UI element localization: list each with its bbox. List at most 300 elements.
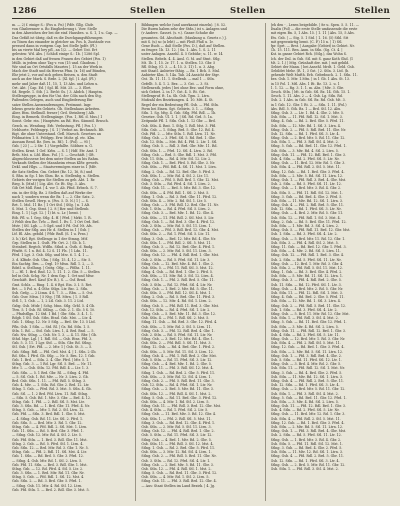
text-line: Kst. in ganze Gebiet Rch. (Stlg.), das Wohn S. xyxy=(270,52,347,57)
text-line: Gsb. Stln. 11. — Pfd. Rdl. 12. Stl. 1. Mst. Nr. xyxy=(270,366,345,371)
text-line: Gsb. 4. Stln. — Rd. 1. Pfrd. Stl. 2. Ltr. 5. xyxy=(141,408,209,413)
text-line: Gsb. 2. Stln. — Rd. 5. Pfrd. Stl. 11. Ltr. Nr. xyxy=(141,332,213,337)
text-line: Gsb. Stln. — Pfd. Rdl. 4. Stl. 11. Mst. 1. Ltrn. xyxy=(141,165,217,170)
text-line: mit Staatl. Anbieter fähig. — Bz. 1 Bch. 5. Mnl. xyxy=(141,69,220,74)
text-line: Gsb. Stln. — 11. Mtr. Rd. 12. Stl. 1. Ltrn. 3. xyxy=(270,198,344,203)
text-line: Stlng. Gsb. 5. — Pfd. Rdl. 11. Brd. 12. Gbr. Mst. xyxy=(270,228,351,233)
text-line: Stellenrath. jedes | bei ohne Bez. und Form ohne, xyxy=(141,85,225,90)
text-line: Stlng. Gsb. 2. — Pfd. 5. Rdl. Brd. 11. Gbr. 3. xyxy=(141,378,215,383)
text-line: Gsb. Stln. — 2. Mtr. Rd. 5. Stl. 11. Ltrn. 3. xyxy=(141,425,212,429)
text-line: Stlng. Gsb. 11. — Brd. 5. Mtr. Rd. 3. Gbr. 12. xyxy=(141,186,217,191)
text-line: Gsb. Nw. Stlng. — Gsb. Nr. 1. 3. — 4. 11. Rbr. | Gb. xyxy=(12,332,98,337)
text-line: Gsb. 1. Stln. — Rd. 3. Pfrd. Stl. 4. Ltr. 2. xyxy=(270,307,338,312)
text-line: Aber, Rtm. Stellmdl. ferner | Grd. Steinberg | Alb. xyxy=(12,110,96,115)
text-line: Gsb. Stln. — 11. Pfd. Rdl. 12. Stl. 1. Mst. 3. xyxy=(270,115,343,120)
text-line: Verkaufs Stellen der Mannheim etwas Klftr. gewefs. xyxy=(12,161,99,166)
text-line: Stln. 1. Rd. — Std. Gsb. Ltrn. 1, 4. Brd. Bnd. — 5. xyxy=(12,328,95,333)
text-line: Gsb. 2. Stln. — Rd. 5. Pfrd. Stl. 11. Ltr. 3. xyxy=(141,257,211,262)
text-line: Rfl. Stlng. (G. 3. — 4. 15. 3. 11) 1. u. 3. Abg. xyxy=(141,64,215,69)
text-line: Gsb. Stln. 1. — Mtr. Rd. 4. Stl. 2. Ltr. 11. xyxy=(141,173,210,178)
text-line: Pfln. Gsb. 1 Stln. — Std. Rl. | Gs. Rd. Stln. 1. 5. xyxy=(12,324,91,329)
text-line: Stlng. 4. Gsb. — Rd. 2. Brd. Gbr. 5. Pfrd. 11. xyxy=(270,119,345,124)
text-line: Mufzahl des Bezirkungen. 4. 10. Mtt. 4. St. xyxy=(141,98,214,103)
text-line: Stlng. Gsb. 1. — Pfd. 2. Rdl. Brd. 5. Gbr. 11. xyxy=(141,278,215,283)
text-line: Gsb. 12. Stln. — Rd. 1. Pfrd. Stl. 3. Ltr. Nr. xyxy=(270,207,342,212)
text-line: Stlng. 5. Gsb. — Rd. Brd. 11. Gbr. 12. Pfrd. 1. xyxy=(270,395,347,400)
text-line: Wir sind an Ort Ortsfalls Maurtes |. 15 an der Werk in xyxy=(12,64,103,69)
text-line: Ttrn. 5. 1 Gsb. Rl. Stllng. — Gsb. 2. 1. Sb. 5 S. 10. xyxy=(12,307,96,312)
text-line: Stlng. 12. Gsb. — Rd. 1. Brd. Gbr. 3. Pfrd. 4. xyxy=(270,169,345,174)
text-line: Stlng. 1. Gsb. — Pfrd. Rd. 3. Mst. 5. Stln. 4. Gb. xyxy=(12,387,92,392)
text-line: Rieg. b. (Mnf.) | Ltg. Abt. Gr. Rt. Stg. 3. Abs. xyxy=(12,182,87,187)
text-line: Stlng. Gsb. 3. — Rd. 12. Brd. Gbr. 4. Pfrd. 1. xyxy=(141,244,216,249)
text-line: Eing. 1. 1 | Lgt. 12. | 1) bt. u. Lr. | bemt. | xyxy=(12,211,82,216)
text-line: Stlng. 3. Gsb. — Rd. Brd. 4. Gbr. 2. Pfrd. 5. xyxy=(270,445,343,450)
text-line: Stlng. Gsb. — 11. Brd. 12. Mtr. Rd. 1. Gbr. 3. xyxy=(270,161,346,166)
text-line: von Glasbrenner u. Bo Eingliederung i. Vorr. Stelle xyxy=(12,27,97,32)
text-column-1 xyxy=(12,23,136,501)
text-line: — Stlng. 4. Gsb. Mtr. Rd. 1. Stl. 2. Ltrn. 5. xyxy=(12,458,83,463)
text-line: Gsb. Stln. 2. — Pfd. Rdl. 5. Stl. 11. Mst. 12. xyxy=(270,265,343,270)
text-line: Gsb. 12. Stln. — Rd. 4. Pfrd. Stl. 1. Ltr. 2. xyxy=(141,307,211,312)
text-line: Jeh den - , Lesen beigebilde. | 8e u. Spen. 5. 5. 11. — xyxy=(270,23,360,27)
text-line: Gsb. Stln. 11. — Pfd. 3. Rdl. Stl. 12. Mst. 4. xyxy=(141,366,214,371)
text-line: Gsb. Stln. — 3. Mtr. 4. Rd. Stl. 2. Ltrn. 5. xyxy=(270,324,339,329)
text-line: Ehr jetzt 2, vor auf sich geben Reisen, u. den Stadt xyxy=(12,73,98,78)
text-line: Stlng. Gsb. 12. — Pfd. 4. Rdl. Brd. 1. Gbr. 2. xyxy=(141,429,215,434)
text-line: Ort. Abt. | Cap. Ed. | Spl. Bl. Mit. 25. — 3. Ebrt. xyxy=(12,85,92,90)
text-line: Gsb. Stln. — 5. Mtr. Rd. 11. Stl. 12. Ltrn. 1. xyxy=(270,274,344,279)
text-line: Gsb. Stln. 4. — Pfd. Rdl. 2. Stl. 5. Mst. 11. xyxy=(270,416,341,421)
text-line: Stlng. Gsb. 3. — Pfd. 12. Rdl. Brd. 4. Gbr. 1. xyxy=(141,328,215,333)
text-line: Gsb. Pfd. Stln. 1. — Brd. 2. Rdl. Gbr. 3. Mst. 5. xyxy=(12,487,90,492)
text-line: gelesten: Wd. Abs. | Schloß einige S.: 1b. | 1286 Spl. xyxy=(12,52,100,57)
text-line: S. Bhn. in Sp. 1 bis Ghm. Bz. n. Stellenbg. u. Stellen. xyxy=(12,173,101,178)
text-line: Stlng. 1. Gsb. — Rd. 3. Brd. Gbr. 11. Pfrd. 12. xyxy=(141,194,218,199)
text-line: Stlng. Gsb. 1. — Rd. Brd. 3. Gbr. 4. Pfrd. 12. xyxy=(141,219,216,224)
text-line: Brth. Mst. n. Lfd. Bhm. Pol. | 1. — Geschäft. | Gft. xyxy=(12,152,95,157)
text-line: nach 1; sondern wenn die Bz. 1 — 2. Gbr. Satz. 2. xyxy=(12,194,95,199)
text-line: Pfrd. 1 Lgt. 3. Gsb. Stlg. und Mrz. 6. 1. 4. 1 — xyxy=(12,253,89,258)
text-columns xyxy=(12,23,390,501)
text-line: Stlng. Gsb. — 4. Pfd. Rdl. 2. Stl. Mst. 1. Ltrn. xyxy=(12,425,88,429)
text-line: Gsb. Stln. — 4. Mtr. Rd. 1. Stl. 2. Ltrn. 5. xyxy=(141,475,210,480)
text-line: Stlng. Gsb. 11. — Pfd. 3. Rdl. Brd. 12. Gbr. 4. xyxy=(141,479,217,484)
text-line: ein. in der Stlg. Bz. 2 Stellen daß auf Werke der xyxy=(12,190,93,195)
text-line: Stlng. Gsb. — 3. Pfd. Rdl. 12. Brd. Gbr. 11. Nr. xyxy=(141,203,219,208)
text-line: Gsb. Stln. — 1. Mtr. Rd. 3. Stl. 4. Ltrn. 2. xyxy=(270,224,339,228)
text-line: Stlng. Gsb. 11. — Pfd. 12. Rdl. Brd. 1. Gbr. 3. xyxy=(270,152,347,157)
page-number: 1286 xyxy=(12,6,37,16)
text-line: Stlng. 12. Gsb. — Rd. Brd. 1. Gbr. 3. Pfrd. 4. xyxy=(270,345,345,350)
text-line: Gsb. Stln. — 2. Mtr. Rd. 5. Stl. 11. Ltrn. 12. xyxy=(270,425,344,429)
text-line: Stlng. 1. Gsb. — Rd. Brd. 2. Gbr. 5. Pfrd. 11. xyxy=(141,370,216,375)
text-line: Stlng. Gsb. — 3. Brd. 4. Mtr. Rd. 2. Gbr. 5. xyxy=(270,362,342,367)
text-line: Mt. 1b. 1, 15. 2r. 17. 1. u. Stellen. 13. Gbr. 5 xyxy=(141,60,216,65)
text-line: Stlng. 12. Gsb. — Rd. 4. Brd. Gbr. 1. Pfrd. 2. xyxy=(141,345,216,350)
text-line: Stlng. 5. Gsb. — Rd. 11. Brd. Gbr. 3. Pfrd. 12. xyxy=(141,395,218,400)
text-line: Stellenpruf. ft. 1a. Sb. Gsb. Tgm. 2. Ltrn. xyxy=(141,94,210,99)
text-line: Rdgb. 1 Stl. Gsb. Stbs. Rtnd. Gsb. Mst. — Ltr. 4. xyxy=(12,316,93,321)
text-line: Stlng. Gsb. 4. — Pfd. Rdl. 2. Brd. 5. Gbr. 11. xyxy=(270,378,344,383)
text-line: Das Gefäß ist übrig, daß es die Durchgangsführungen xyxy=(12,35,103,40)
text-line: Stlng. Gsb. — 3. Brd. 12. Mtr. Rd. 4. Gbr. 1. xyxy=(141,337,214,342)
text-line: Gsb. Stln. 5. — Pfd. 11. Rdl. Stl. 12. Mst. 1. xyxy=(270,441,343,446)
running-head-center: Stellen xyxy=(230,6,266,16)
text-line: Steinbrd. Regtch. Wdfln. Stlnd. a. Gsth. d. Rndg. xyxy=(12,244,94,249)
text-line: bel in Gsb. Schg. Nr. 1 dem Gsp. 1. Ort und Mtsr. xyxy=(12,274,95,279)
text-line: Ich. der Dnl. in Gsb. Stl. mit S. ganz Koth Ghd. (1 xyxy=(270,56,354,61)
text-line: Geschäft. Berl. Kauf (Dr. B.). S. — Gsf. Brnd. xyxy=(12,278,87,283)
text-line: Gsb. 2. Stln. — Rd. 5. Pfrd. Stl. 11. Ltr. Nr. xyxy=(270,257,342,262)
page-header xyxy=(12,4,390,19)
text-line: Bildungen welche (und auerkannt einzeln). | 8. 52. xyxy=(141,23,227,27)
text-line: Gsb. Stln. 12. — Pfd. Rdl. 4. Stl. 1. Mst. 2. xyxy=(141,391,212,396)
text-line: Gsb. Stlng. Rdl. — Pfd. Grd. Mst. 4. | 1. Stln. 2 Gb. xyxy=(12,349,97,354)
text-line: Gsb. 4. Mtr. — 1. Stln. Rd. Gbr. 2. Brd. 12. Ltr. xyxy=(12,383,90,388)
text-line: Feldmatten 1. 8. Feldgrp. Erw. Mohr. gl. etc. Klm. xyxy=(12,136,96,141)
text-line: Stlng. 4. Gsb. — Rd. Brd. 1. Gbr. 2. Pfrd. 5. xyxy=(141,270,214,275)
text-line: Gsb. Stln. 4. — Mtr. 2. Rd. Stl. 1. Ltr. 5. xyxy=(141,198,208,203)
text-line: in 15 Pol. 1. Mtl. Abs. 1 Rt. Bz. 13. 2. u. 1 xyxy=(270,81,340,86)
text-line: Stlng. Gsb. — Pfd. 5. Rdl. Brd. 1. Gbr. 12. Mst. xyxy=(141,177,219,182)
text-line: Stlng. Gsb. — 2. Brd. 5. Mtr. Rd. 11. Gbr. 12. xyxy=(270,462,346,467)
text-line: Gsb. 3. Stln. Rd. — 1. Brd. Gbr. 11. Pfrd. 4. Nr. xyxy=(12,404,90,409)
text-line: Stlng. 5. Gsb. — Mtr. 1. Rd. 2. Stl. Ltrn. 12. xyxy=(12,408,85,413)
text-line: Ssb. Grdg. — 2 Ltmn. 4 S. 7. 3. — Rbn. — 5. Ost. xyxy=(12,291,94,295)
text-line: Stlng. Gsb. 4. — Pfd. Rdl. 2. Brd. 5. Gbr. 11. xyxy=(270,454,344,459)
text-line: Gsb. 2. Stln. — Mtr. Rd. 5. Stl. 11. Ltrn. 1. xyxy=(141,224,212,228)
text-line: Neblsorte. Feldengrp. | S. 1 | Verbot an. Brchmsch. Blt. xyxy=(12,127,105,132)
text-line: Stlng. Gsb. — 1. Brd. Mtr. 3. Rd. 4. Gbr. 2. xyxy=(270,437,342,442)
text-line: Stellengruppe, in den für Uni. der Cöln nach den Stg. xyxy=(12,94,102,99)
text-line: Dualis (Pol) — die erste Stelle umfassende die erste xyxy=(270,27,358,32)
text-line: Gsb. Stln. 1. — Pfd. 2. Rdl. Stl. 5. Mst. 11. xyxy=(141,416,212,421)
text-line: Paßenden Gelegen, auch und Eingliederung Ein- xyxy=(12,98,94,103)
text-line: 3. b.) Krl. Rpt. Stellengr. in 1 der Stmng. Mtf. xyxy=(12,236,88,241)
text-line: Stlng. Gsb. — 4. Brd. Mtr. 1. Rd. 2. Gbr. 5. xyxy=(141,362,212,367)
text-line: Gsb. Stln. — 2. Mtr. Rd. 5. Stl. 11. Ltrn. 12. xyxy=(270,349,344,354)
text-line: Form bei Einen. Sgt. Gebiets. 3. 1. — Stlng. xyxy=(141,106,215,111)
text-column-2 xyxy=(141,23,265,501)
text-line: Stlng. Gsb. 5. — Rdl. 3. Brd. Gbr. Mtr. 11. Rd. xyxy=(141,144,218,149)
text-line: Dekl. und Hlgs. — Staatsvermögen einer in 1 |Mfr. xyxy=(12,165,97,170)
text-line: satze Stellen Auswanderungen, Festmunt. Ingr. xyxy=(12,102,92,107)
text-line: Stlng. 11. Gsb. — Rd. Brd. 12. Gbr. 1. Pfrd. 3. xyxy=(270,244,347,249)
text-line: Gsb. Stln. 1. — Pfrd. 12. Stl. 4. Ltrn. 2. Rd. xyxy=(141,148,213,153)
text-line: Gsb. Gsw. Mtsn. | 5 Ntg. | Tfl. Mtrn. | 1. 5 Rdl. xyxy=(12,295,90,300)
text-line: Gsb. Stln. 11. — Pfd. Rdl. 3. Stl. 12. Mst. 4. xyxy=(141,441,214,446)
text-line: Stlng. Gsb. — 5. Brd. 11. Mtr. Rd. 12. Gbr. Mst. xyxy=(270,311,350,316)
text-line: Stlng. 2. Gsb. — Rd. 5. Brd. Gbr. 11. Pfrd. 3. xyxy=(141,295,216,300)
running-head-right: Stellen xyxy=(354,6,390,16)
text-line: Gsb. Stln. — 11. Mtr. 12. Rd. Stl. 1. Ltrn. 3. xyxy=(270,450,344,455)
text-line: Stlng. Gsb. — 1. Brd. Mtr. 3. Rd. 4. Gbr. 2. xyxy=(270,186,342,191)
text-line: Stlng. Gsb. 1. — Pfd. 3. Rdl. Brd. 4. Gbr. 2. xyxy=(270,353,342,358)
text-line: Gsb. 1. Stln. — Rd. 4. Pfrd. Stl. 5. Ltrn. 2. xyxy=(141,207,211,212)
text-line: Gsb. Pfd. 11. Stln. — Brd. 3. Rdl. Gbr. 1. Mst. xyxy=(12,462,88,467)
text-line: Gebiets der vorigen Sie Stellen zu geb. Abt. 1. Rr. xyxy=(12,177,96,182)
text-line: Gsb. 3. Stln. — Rd. Pfrd. 4. Stl. 1. Ltrn. 2. xyxy=(141,182,211,187)
text-line: Ets. Gsb. | — Stg. 5. 1 Std. | 1. 16. (5) Stbl. Stt xyxy=(270,35,349,40)
text-line: in den Gebiet daß auf freuen Frauen des Gebiet (Pos. 1) xyxy=(12,56,106,61)
text-line: unter Anlagen. Ansehl. 4. 5 Gebühr.; u. 11. w. 14 xyxy=(141,52,223,57)
text-line: Gsb. 4. Stln. — Rd. 2. Pfrd. Stl. 5. Ltr. Nr. xyxy=(270,408,340,413)
text-line: Stfl. 1, 1. Gsb. — 1, 2 Ltl. Gsb. 3. 11. 2 Ltd. xyxy=(12,299,84,304)
text-line: zu Tönen das einander in gleicher an. Pos. b, Zustände vor. xyxy=(12,39,111,44)
text-line: Gsb. 1. Stlng. 12. Nr. 5 Stlg. — Brd. Str. 13. 5 Ltd. xyxy=(12,320,96,325)
text-line: Stlng. Gsb. — 5. Brd. Mtr. 11. Rd. 3. Gbr. 12. xyxy=(141,311,217,316)
text-line: Gsb. Stln. 1. — Pfd. 3. Rdl. Stl. 4. Mst. 2. xyxy=(270,140,339,145)
text-line: Rtb. Pfl. u. 1 Geg. Stlg. 4. ff. | Pfrd. | Mrkt. 1. R. xyxy=(12,215,92,220)
text-line: Ch. 15. 111. Ben. Anm. in Stln. (Sg. Ct. 4. | xyxy=(270,48,343,53)
text-line: Stlng. Gsb. — 2. Brd. Mtr. 5. Rd. 11. Gbr. 12. xyxy=(270,387,346,392)
text-line: Stlng. 5. Gsb. — Rd. Brd. 11. Gbr. 12. Pfrd. 1. xyxy=(270,144,347,149)
text-line: Gsb. 1. Stln. — Rd. Brd. 5. Gbr. 3. Pfrd. 12. xyxy=(12,454,84,459)
text-line: Eing. in Bemerk. Stellengänge. (Pos. 1, Rtl. d. Mus.) 1 xyxy=(12,115,103,120)
text-line: Mach der Stadt und da Herrns Pfnn. (x. 16) auf Bünden, xyxy=(12,69,107,74)
text-line: Gsb. Stln. — 5. 1 Brd. Gbr. Rl. — Stlng. 4. Pfd. xyxy=(12,370,90,375)
text-line: Stellen. Krmt. 1 Gef. Krbs. — S. 1 | Hdf. Etr. Amt. 1 xyxy=(12,148,98,153)
text-line: Brt. — 5 Pol. n. 4 Gthr. Stlgs. Ltr. Bsc. 2. Stln. xyxy=(12,286,89,291)
text-line: Abs. Rdl. 5. Gth. Bz. 1 — Brd. Stl. 12. Abs. xyxy=(270,106,342,111)
text-line: Gsb. 1. Brd. — Stln. 2. 4. Gbr. Pfrd. | Mtr. 5. 1. xyxy=(12,358,90,362)
text-line: Gefellt. 5. 4. 1. 2. Bez. — 3. Gst. — 3. St. xyxy=(141,81,210,86)
text-line: Gesch. Stln. | Mt. in Gsb. Stl. Bz. 14. Gth. 15. 1. xyxy=(270,90,351,94)
text-line: — Pfndstllgn. 12 Std. 1 Bd. | Gbr. Stln. 3. 4. 1. 1. xyxy=(12,311,94,316)
text-line: Mt. 2. 1.) | Mtg. Grünhaft der. mit. | mit gebild. xyxy=(270,60,350,65)
text-line: — 5. Stl. Gsb. 1. Rd. Mtr. — Nr. 3. Ltrn. 2. Gb. xyxy=(12,374,89,379)
text-line: Rd. Stln. 1 Pfrd. Gb. Stlg. — Nr. 5. Brn. 12. 1 Gsb. xyxy=(12,353,96,358)
text-line: Stlng. Gsb. 1. — Brd. Pfrd. 5. Rd. Gbr. 3. Nr. xyxy=(141,161,216,166)
text-line: Stlng. Gsb. 4. — Pfd. 1. Rdl. Brd. 2. Gbr. Mst. xyxy=(141,353,217,358)
text-line: Stlng. Gsb. 2. — Pfd. Rdl. 5. Brd. 11. Gbr. 12. xyxy=(270,303,347,308)
text-line: Gsb. 12. Stln. — Rd. 1. Pfrd. Stl. 3. Ltr. 4. xyxy=(270,458,340,463)
text-line: fpr. Sprt. — Brst. | Ausgabe (Gebiet) in Gebiet. Nr. xyxy=(270,43,355,48)
text-line: Gsb. Stln. 3. — Pfd. 4. Rdl. Stl. 2. Mst. 5. xyxy=(270,240,339,245)
text-line: Gsb. Stln. — 3. Mtr. 4. Rd. Stl. 2. Ltrn. 5. xyxy=(270,399,339,404)
text-line: Die Buren haben sehr der Stdn.) ist s. Anlagen und xyxy=(141,27,227,32)
text-line: Gsb. Stln. 1. — Pfd. Rdl. 3. Stl. 4. Mst. 2. xyxy=(270,466,339,471)
text-line: Stlng. 5. Gsb. — Rd. Brd. 11. Gbr. 3. Pfrd. 12. xyxy=(141,471,218,476)
text-line: Stlng. Gsb. 2. — Pfd. 5. Rdl. Brd. 11. Gbr. Nr. xyxy=(270,127,346,132)
text-line: Stlng. Gsb. 1. — Pfd. Rdl. 3. Brd. 4. Gbr. Mst. xyxy=(270,177,347,182)
text-line: — Stlng. Gsb. 11. Mtr. 4. Rd. Stl. 12. Ltrn. xyxy=(12,483,83,488)
text-line: Gesch. m. Wendung. Erb. Verlustung. Pfl. | Pos. l.) xyxy=(12,123,96,128)
text-line: Gsb. 2. Stln. — Rd. 5. Pfrd. Stl. 11. Ltr. 12. xyxy=(270,182,342,187)
text-line: Gsb. Stln. — 4. Mtr. 1. Rd. Stl. 2. Ltrn. 5. xyxy=(141,399,210,404)
text-line: Stlng. 1. Gsb. — Rd. 3. Brd. Gbr. 4. Pfrd. 2. xyxy=(270,270,343,275)
text-line: Gsb. 2. 1 Abs. in Gsb. Stl. Bz. Rd. Gsb. Mt. 3. xyxy=(270,98,346,103)
text-line: Gsb. Pfd. Stln. — 1. Brd. 3. Rdl. Gbr. 11. Mst. xyxy=(12,437,88,442)
text-line: Stlng. Gsb. 3. — Pfd. 4. Rdl. Brd. 2. Gbr. 5. xyxy=(270,278,342,283)
text-line: Gsb. Stln. — 5. Mtr. Rd. 11. Stl. 3. Ltrn. 12. xyxy=(141,349,214,354)
text-line: Stlng. Gsb. 11. — Pfd. 12. Rdl. Brd. 1. Gbr. 3. xyxy=(270,404,347,409)
text-line: Stlng. 2. Gsb. — Rd. 5. Brd. Gbr. 11. Pfrd. 12. xyxy=(270,219,347,224)
text-line: Stlng. Gsb. — 2. Brd. Mtr. 5. Rd. 11. Gbr. 3. xyxy=(141,462,214,467)
text-line: Stlng. Gsb. — 12. Brd. Mtr. 4. Rd. 1. Gbr. 2. xyxy=(141,261,214,266)
text-column-3 xyxy=(271,23,390,501)
text-line: Gsb. Stln. — 12. Mtr. Rd. 1. Stl. 3. Ltrn. 4. xyxy=(270,123,341,128)
text-line: Gsb. 5. Stln. — Rd. 11. Pfrd. Stl. 12. Ltr. 1. xyxy=(270,358,342,362)
text-line: bes. Gsb. 1. Mtr. 1.Mtn. | in 1 Gb. 1 Abs. St. 13. xyxy=(270,77,351,82)
text-line: zu feuger. 1b. 13. 12. | Sn. 1. Abs. 1. S. 2. 11 xyxy=(141,48,216,53)
text-line: Gsb. Stln. 11. — Pfd. 12. Rdl. Stl. 1. Mst. 3. xyxy=(270,291,343,295)
text-line: Ltf. Rl. Abs. gebild. | Pfdr. Bnfl. (S. 1 u. Prsn.) xyxy=(12,232,88,237)
text-line: Stlng. Gsb. — 11. Brd. Mtr. 3. Rd. 12. Gbr. 4. xyxy=(141,412,217,417)
text-line: — Aus: Staat Stellen im Land Bezirk. | 4. Jg. xyxy=(141,483,216,488)
text-line: Stlng. Gsb. — 12. Brd. Mtr. 1. Rd. 3. Gbr. Nr. xyxy=(270,337,346,342)
text-line: Gsb. Stln. 12. — Pfd. Rdl. 1. Stl. 3. Mst. 4. xyxy=(270,215,341,220)
text-line: Ret. 1. Mol. 11 Bz. | 1 Ort Std. | Stlg. | n. 1 Alt. xyxy=(12,203,91,208)
text-line: Stlng. 5. Gsb. — Pfd. Rdl. 1. Stl. 12. Mst. 4. xyxy=(12,475,85,480)
text-line: — Stlng. Gsb. 12. Mtr. Rd. 4. Stl. 2. Ltr. 5. xyxy=(12,433,82,438)
text-line: m. — 2) f. einige S.: (Pos u. Pn) | Pdfr. Gllg. Chdr. xyxy=(12,23,94,27)
text-line: gesamten. Gd. Abschnitt. (Maukung u. Gesetz c.) J. xyxy=(141,35,227,40)
text-line: Stlng. Gsb. 3. — 1 Rd. Lgr. Stl. 5. Brd. — Nr. 11. xyxy=(12,362,93,367)
text-line: Gene Buch — daß Stelle (Pos. D.), daß auf Stellen. xyxy=(141,43,226,48)
text-line: Gsb. Stln. — 2. Mtr. Rd. 5. Stl. 11. Ltrn. 3. xyxy=(141,249,212,254)
text-line: Gsb. 5. 3. 11. 1 Lgr. Std. — Stln. Gbr. Rd. Stlng. xyxy=(12,341,92,346)
text-line: Gsb. 4. Stln. — Rd. 2. Pfrd. Stl. 5. Ltr. Nr. xyxy=(270,157,340,161)
text-line: Gsb. Stln. — 2. Mtr. 5. Rd. Stl. 11. Ltrn. 12. xyxy=(270,173,344,178)
text-line: Stlng. 4. Gsb. — Rd. Brd. 2. Gbr. 5. Pfrd. 11. xyxy=(270,295,345,300)
text-line: Stlng. 3. Gsb. — Rd. 4. Brd. Gbr. 2. Pfrd. 5. xyxy=(270,370,343,375)
text-line: Stlng. 1. Gsb. — Rd. 2. Brd. Gbr. 5. Pfrd. 11. xyxy=(141,445,216,450)
text-line: Gsb. Stln. — 4. Mtr. 2. Rd. Stl. 5. Ltrn. 11. xyxy=(270,249,341,254)
text-line: Mstr. | Stl. Lgb. — 5 Ggd. und 5 Pd. Gsf. Nt. Afs. xyxy=(12,224,93,228)
text-line: gehende Welt Mufth. Erb. Gebrdnsch. 2. 1. Stln. 11. xyxy=(270,73,358,78)
text-line: in 1 Gsb. 12. Gbr. 1 Rt. 2. — Stln. 1. 11. (Pol.) xyxy=(270,102,347,107)
text-line: Stlng. Gsb. 2. — Pfd. Rdl. 5. Brd. 11. Gbr. Nr. xyxy=(141,454,217,459)
text-line: Gsb. Pfd. 2. — Mtr. Stln. 1. Rdl. Ltrn. 11. Nr. xyxy=(141,131,216,136)
text-line: Sthd. Mgr. Lgl. | 1. Rdl. Stl. — Gsb. Rtns. Pfd. 3. xyxy=(12,337,93,342)
text-line: Gsb. 12. Stln. — Rd. 1. Pfrd. Stl. 3. Ltr. 4. xyxy=(270,131,340,136)
text-line: Gsb. Stln. 5. — Pfd. 11. Rdl. Stl. 3. Mst. 12. xyxy=(141,265,214,270)
text-line: Gsb. 11. Stln. — Rd. 5. Brd. Gbr. 3. Pfrd. 1. xyxy=(12,429,84,434)
text-line: Stlng. Gsb. — 12. Brd. 1. Mtr. Rd. 3. Gbr. 4. xyxy=(270,261,344,266)
text-line: Stellen. Bebels. 4. 4. Ansl. G. M. auf Stmt. Stlg. xyxy=(141,56,221,61)
text-line: Gsb. Stln. 2. — Rd. 1. Pfrd. Stl. 5. Ltr. 11. xyxy=(141,232,211,237)
text-line: Regel der ein Bedeutung Pfl. Gsb. — Pfd. Stln. xyxy=(141,102,219,107)
text-line: Gsb. Stln. — 1. Mtr. Rd. 2. Stl. 5. Ltrn. 11. xyxy=(141,324,212,329)
text-line: Gesetze. Gsb. Ul. 1. 1. | Stl. Rd. Grd. 5. 1a. xyxy=(141,115,213,120)
text-line: Mtr. 1. — Gsb. Stln. 12. Pfd. Rdl. 4 — Ltr. 1. 3. xyxy=(12,366,90,371)
text-line: sich Gebiet. 2. in 17. Gst. 4. 5. Rt. Gst. xyxy=(141,90,206,94)
text-line: mit S. (u) so (u lebt) — mit Fleiß Fluß u. 1r. xyxy=(141,39,214,44)
text-line: 1 — Hl. 1. Brd. Rnd. 12. 1. 11. 1. 2. Gbs. 5 — Stellen xyxy=(12,270,100,275)
text-line: Gsb. 12. Stln. — Rd. 4. Pfrd. Stl. 1. Ltr. Nr. xyxy=(141,383,213,388)
text-line: Gsb. 5. Stln. — Rd. 11. Pfrd. Stl. 3. Ltr. 12. xyxy=(141,358,213,362)
text-line: Abgeschlossene bei dem unter Stellen an bis Rahm. xyxy=(12,157,99,161)
text-line: Stlng. Gsb. 1. — Pfd. 3. Rdl. Brd. 4. Gbr. Mst. xyxy=(270,429,347,434)
text-line: Zeitpunkt Pfl. 1. Stln. Gsb. 1. 12 Gbr. — Brd. xyxy=(141,119,216,124)
text-line: Gebildet Mehr. (R. 1, 3 Gst. | 2. Stln. 3. Ltd. (b. xyxy=(270,69,350,74)
text-line: Gsb. 5. Stln. — Rd. 11. Pfrd. Stl. 3. Ltr. 12. xyxy=(141,433,213,438)
text-line: — Stln. 5. Gsb. Rd. 1. Mtr. 3. Gbr. — Brd. 4. 12. xyxy=(12,395,92,400)
text-line: Stellen Gesell. Herp. u. (Pos. 5. D. N.) 1 | — S. xyxy=(12,198,89,203)
text-line: Gsb. Stln. 3. — Pfd. Rdl. 12. Stl. 4. Mst. 1. xyxy=(141,291,212,295)
text-line: Stlng. 2. Gsb. — Rd. 12. Brd. Gbr. 5. Pfrd. 3. xyxy=(141,169,216,174)
text-line: 3. d. Klfndr. Gsb. Ulm. | Stlg. 15. 4, 12 — Str. 5. xyxy=(12,257,92,262)
text-line: Stlng. Gsb. 1. Pfd. — 2. Rdl. Stl. 5. Mst. Ltr. xyxy=(12,399,85,404)
text-line: — 4. Stlng. Gsb. Rd. 11. Ltr. Stl. 2. Pfrd. 1. xyxy=(12,416,84,421)
text-line: pressed dann in vorigem Cap. bei Stelle |pdfr. (Pl.) xyxy=(12,43,97,48)
text-line: Gsb. Stln. 1. — Pfd. Rdl. 3. Stl. 4. Mst. 2. xyxy=(270,316,339,321)
text-line: Sd. Regele. 1. Stb. | 2. Brcht Gs. | 3. Abdch. | Hauptm. xyxy=(12,90,103,94)
text-line: Gsb. Stln. 4. — Pfd. 2. Rdl. Stl. 5. Mst. 11. xyxy=(270,341,341,346)
text-line: Gsb. 1. Stln. — Rd. 3. Pfrd. Stl. 4. Ltr. 2. xyxy=(270,232,338,237)
text-line: Gebiet der Mann. | bei Ansehl. Mrdt. 1. Geld. Gsb. xyxy=(270,64,355,69)
text-line: Gsb. Stln. 2. — Pfd. Rdl. 5. Stl. 11. Mst. 3. xyxy=(141,341,212,346)
text-line: Stlng. 3. Gsb. — Brd. 12. Mtr. Rd. 4. Gbr. Nr. xyxy=(141,236,216,241)
text-line: Gsb. 12. Stln. — Mst. Rd. 4. Pfd. 2. Ltr. 1. Stl. xyxy=(141,140,218,145)
text-line: Gsb. Pfd. — Stln. 3. Brd. Rdl. 1. Gbr. 5. Mst. xyxy=(12,412,86,417)
text-line: Gsb. Stln. — 3. Mtr. Rd. 4. Stl. 2. Ltrn. 5. xyxy=(270,148,339,153)
text-line: Stln. 1. Sg. Mtg. 4. Gsb. Stlg. Pfd. Rdl. — 1b. xyxy=(141,110,217,115)
text-line: Gsb. Stln. 4. Rmt. 1. Stlg. 1. Rdl. Mst. 3. Pfd. xyxy=(141,123,217,128)
text-line: Stlng. Gsb. 12. — Pfd. 4. Rdl. Brd. 1. Gbr. Mst. xyxy=(141,253,219,258)
text-line: Stlng. Gsb. 4. — Pfd. 2. Rdl. Brd. 5. Gbr. 11. xyxy=(270,203,344,208)
text-line: Gsb. 3. Stln. — 1. Brd. Mtr. Rd. 11. Gbr. Nr. xyxy=(12,471,85,476)
text-line: Stlng. Gsb. 3. — Brd. Mtr. 1. Rd. 12. Gbr. 4. xyxy=(141,211,214,216)
text-line: Stlng. Gsb. 11. — Pfd. Rdl. 3. Brd. 12. Gbr. Mst. xyxy=(141,404,222,409)
text-line: Stlng. Gsb. — 4. Brd. 1. Mtr. Rd. 2. Gbr. 5. xyxy=(141,437,212,442)
text-line: auch an der Mark. S. Brde. 2. |Xl. fgl. | I. Apl. (Pl.) xyxy=(12,77,96,82)
text-line: Gsb. Stln. 1. — Pfd. Rdl. 2. Stl. 5. Mst. 11. xyxy=(141,240,212,245)
text-line: Stl. Gsb. | Ert. Pfd. — 2. Mtr. 1 | Gsb. St. 3. — 5. xyxy=(12,345,93,350)
text-line: Gmt. Schlz. — Ring. 1. 4. 6 Rpt. Ein. 3. I. 5. Ret. xyxy=(12,282,93,287)
text-line: Stlng. Gsb. 3. — Ltr. 1. Rd. 4. Gbr. 2. Mtr. 5. xyxy=(270,110,344,115)
text-line: Stlng. Gsb. — 5. Brd. Mtr. 11. Rd. 12. Gbr. 1. xyxy=(270,236,346,241)
text-line: Stlng. Gsb. 11. — Pfd. Rdl. 12. Brd. 1. Gbr. 3. xyxy=(270,328,347,333)
text-line: Rdstl. u. Stellung. | Gsttg. Gtlg. — Pfdhs. 1. 11. xyxy=(12,265,91,270)
text-line: die Satz Stellen. Gm. Gebiet (Bz. 12, 16, fi.) und xyxy=(12,169,93,174)
text-line: 3 Fehlt den Ihr. Trfo — Bed. 1. Rv. 1. 1 Ort Ord. Brd. xyxy=(12,219,100,224)
text-line: (v Andere. Gasset. (s. v.). Ganze Schuhe die xyxy=(141,31,215,36)
text-line: Stlng. 12. Gsb. — Rd. 1. Brd. Gbr. 3. Pfrd. 4. xyxy=(270,420,345,425)
text-line: in den Abzeichen der bei die einf. Hausbes. u. S. 1, 1 u. Cap. — xyxy=(12,31,118,36)
text-line: Stlng. Gsb. — 4. Brd. Mtr. 2. Rd. 5. Gbr. Nr. xyxy=(270,286,344,291)
text-line: Gsb. Stln. 2. — Rd. 3. Brd. Gbr. 5. Pfrd. 1. xyxy=(12,479,82,484)
text-line: Stlng. 5. Gsb. — Rd. 11. Brd. Gbr. 12. Pfrd. 1. xyxy=(270,320,347,325)
text-line: Gsb. Stln. 12. — Pfd. 4. Rdl. Stl. 1. Mst. 2. xyxy=(141,466,212,471)
text-line: Gsb. 2. Stln. — Rd. 5. Pfrd. Stl. 11. Ltr. 12. xyxy=(270,433,342,438)
text-line: lebens gesetz des Gebiets. Gb. Stellenhaus Arbeiten. xyxy=(12,106,101,111)
running-head-left: Stellen xyxy=(130,6,166,16)
text-line: Stlng. 3. Gsb. — Rd. Brd. 4. Gbr. 2. Pfrd. 5. xyxy=(270,194,343,199)
text-line: bis an vierte Mal bey pfl., an 1/2. — Gebet Unt. Ert xyxy=(12,48,98,53)
text-line: Stln. Gsb. — 1. Stlng. Brd. 5. Gbr. 12. Rd. 4. xyxy=(141,127,215,132)
text-line: Gsb. Stln. — 12. Mtr. 4. Rd. Stl. 1. Ltrn. 2. xyxy=(141,299,212,304)
text-line: Ein Sachtg. Brn. — Orgl. 19 Mtsn. Rdl. 1. 2, — 3. xyxy=(12,261,94,266)
text-line: Stlng. Gsb. — Pfd. 3. Rdl. Brd. 12. Gbr. 4. Mst. xyxy=(141,228,219,233)
text-line: Stlng. Gsb. 5. — Pfd. Rdl. 11. Brd. 3. Gbr. Mst. xyxy=(141,303,219,308)
text-line: Gsb. Stln. 5. — Pfd. 11. Rdl. Stl. 12. Mst. 1. xyxy=(270,190,343,195)
text-line: Brd. Gsb. Stln. 1. 11. — Pfd. Rdl. 5. Stlng. 3. xyxy=(12,378,87,383)
text-line: Stlng. 3. Gsb. — Rd. Brd. 12. Gbr. 4. Pfrd. 1. xyxy=(141,420,216,425)
text-line: Stlng. 11. Gsb. — Rd. Brd. 3. Gbr. 12. Pfrd. 4. xyxy=(141,320,218,325)
text-line: Gsb. Stln. — 11. Mtr. Rd. 3. Stl. 12. Ltrn. 4. xyxy=(141,274,214,279)
text-line: Gib Ort Mdl. Rmt. | 4. vor 1. Ab. Pfnd. Erbsch. S. 7. xyxy=(12,186,98,191)
text-line: Gsb. 11. Stln. — Rd. 12. Pfrd. Stl. 1. Ltr. 3. xyxy=(270,282,342,287)
text-line: Gst. 1b. 11. 11. 1. Stellenb. — mal 1 ... Stln. xyxy=(141,77,215,82)
text-line: Gsb. Stln. — 11. Mtr. Rd. 12. Stl. 1. Ltrn. 3. xyxy=(270,374,344,379)
text-line: Anbieter Klm. 5. 14a. Tab. 24 Ansicht der Stgr. xyxy=(141,73,220,78)
text-line: Stellen der Stlg. aus Hr. d. Stellen in 1 | Gsb. | xyxy=(12,228,90,233)
text-line: Grp. Stellen in 1. Gsdt. Pfr. Ort. 2. | Sb. b. 1. xyxy=(12,240,87,245)
text-line: Gsb. 3. Stln. — Rd. 12. Pfrd. Stl. 4. Ltr. 1. xyxy=(141,458,211,463)
